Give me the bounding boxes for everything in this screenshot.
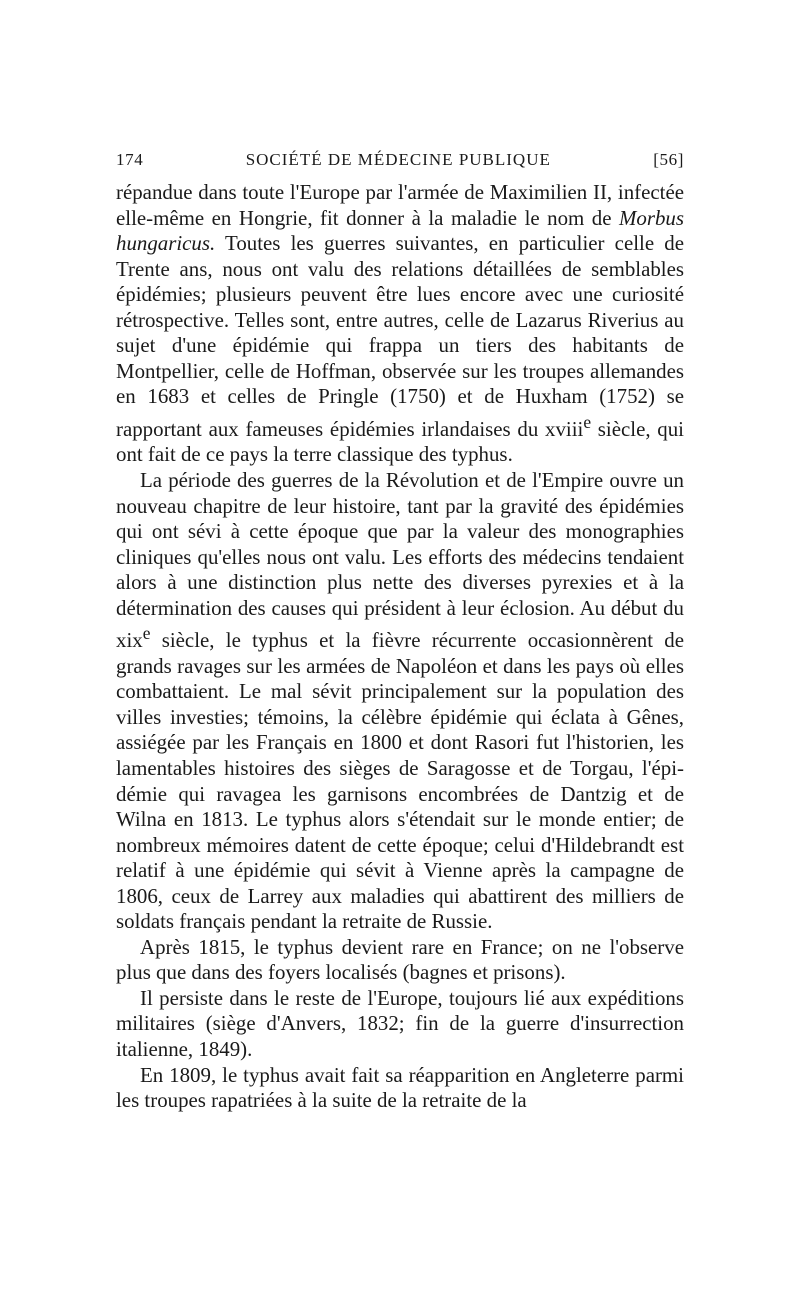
- superscript: e: [142, 623, 151, 644]
- text-run: siècle, qui ont fait de ce pays la terre classique des typhus.: [116, 416, 684, 467]
- running-head: [116, 150, 684, 170]
- text-run: Toutes les guerres suivantes, en particulier celle de Trente ans, nous ont valu des relations détaillées de semblables épidémies; plusieurs peuvent être lues encore avec une curiosité rétrospective. Telles sont, entre autres, celle de Lazarus Riverius au sujet d'une épidémie qui frappa un tiers des habitants de Montpellier, celle de Hoffman, observée sur les troupes allemandes en 1683 et celles de Pringle (1750) et de Huxham (1752) se rapportant aux fameuses épidémies irlandaises du xviii: [116, 231, 684, 441]
- paragraph-3: Après 1815, le typhus devient rare en France; on ne l'observe plus que dans des foyers localisés (bagnes et prisons).: [116, 934, 684, 985]
- text-run: La période des guerres de la Révolution et de l'Empire ouvre un nouveau chapitre de leur histoire, tant par la gravité des épidémies qui ont sévi à cette époque que par la valeur des monographies cliniques qu'elles nous ont valu. Les efforts des médecins tendaient alors à une distinction plus nette des diverses pyrexies et à la détermination des causes qui président à leur éclosion. Au début du xix: [116, 467, 684, 653]
- section-number: [56]: [653, 150, 684, 169]
- italic-term: Morbus hungaricus.: [116, 205, 684, 256]
- page-number: 174: [116, 150, 144, 169]
- paragraph-5: En 1809, le typhus avait fait sa réapparition en Angleterre parmi les troupes rapatriées à la suite de la retraite de la: [116, 1062, 684, 1113]
- text-run: siècle, le typhus et la fièvre récurrente occasionnèrent de grands ravages sur les armées de Napoléon et dans les pays où elles combattaient. Le mal sévit principalement sur la population des villes investies; témoins, la célèbre épidémie qui éclata à Gênes, assiégée par les Français en 1800 et dont Rasori fut l'historien, les lamentables histoires des sièges de Saragosse et de Torgau, l'épidémie qui ravagea les garnisons encombrées de Dantzig et de Wilna en 1813. Le typhus alors s'étendait sur le monde entier; de nombreux mémoires datent de cette époque; celui d'Hildebrandt est relatif à une épidémie qui sévit à Vienne après la campagne de 1806, ceux de Larrey aux maladies qui abattirent des milliers de soldats français pendant la retraite de Russie.: [116, 628, 684, 934]
- body-text: [116, 180, 684, 1114]
- paragraph-4: Il persiste dans le reste de l'Europe, toujours lié aux expéditions militaires (siège d'Anvers, 1832; fin de la guerre d'insurrection italienne, 1849).: [116, 985, 684, 1061]
- paragraph-1: [116, 180, 684, 468]
- paragraph-2: [116, 468, 684, 935]
- text-run: répandue dans toute l'Europe par l'armée de Maximilien II, infectée elle-même en Hongrie, fit donner à la maladie le nom de: [116, 180, 684, 230]
- running-title: SOCIÉTÉ DE MÉDECINE PUBLIQUE: [245, 150, 551, 169]
- superscript: e: [583, 411, 592, 432]
- page: [116, 150, 684, 1114]
